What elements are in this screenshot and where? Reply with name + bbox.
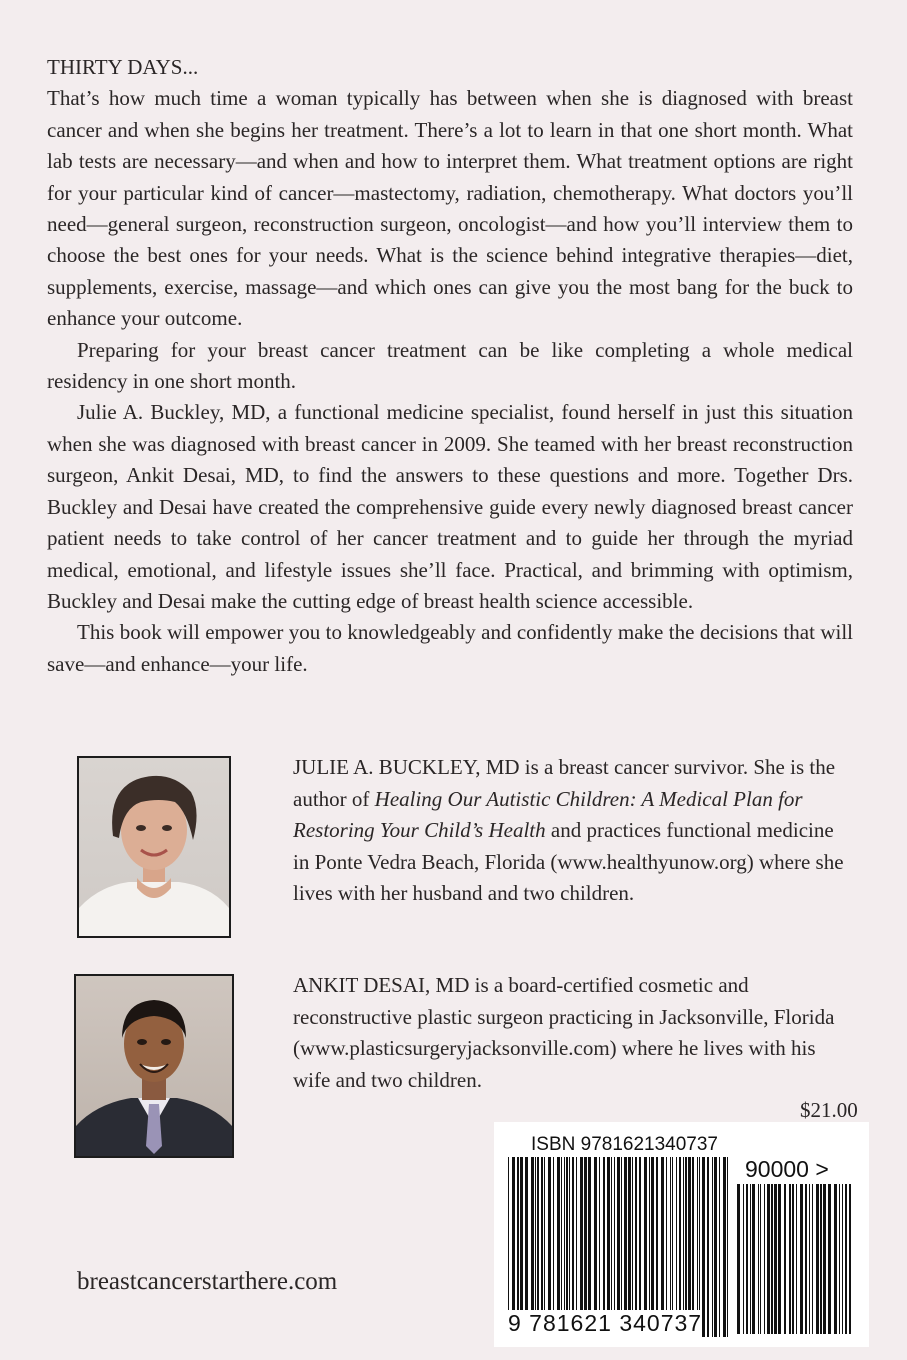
author-photo-buckley [77, 756, 231, 938]
bio-buckley-start: JULIE A. BUCKLEY, MD is a breast cancer survivor. She is the author of [293, 755, 836, 811]
website-url: breastcancerstarthere.com [77, 1268, 338, 1295]
barcode-bar [828, 1184, 831, 1334]
barcode-bars-addon [737, 1184, 852, 1334]
barcode-bar [792, 1184, 794, 1334]
barcode-bar [752, 1184, 755, 1334]
barcode-bar [771, 1184, 773, 1334]
barcode-digits: 9 781621 340737 [508, 1310, 703, 1336]
barcode-bar [823, 1184, 826, 1334]
blurb-paragraph-1: That’s how much time a woman typically has between when she is diagnosed with breast cancer and when she begins her treatment. There’s a lot to learn in that one short month. What lab tests are necessary—and when and how to interpret them. What treatment options are right for your particular kind of cancer—mastectomy, radiation, chemotherapy. What doctors you’ll need—general surgeon, reconstruction surgeon, oncologist—and how you’ll interview them to choose the best ones for your needs. What is the science behind integrative therapies—diet, supplements, exercise, massage—and which ones can give you the most bang for the buck to enhance your outcome. [47, 86, 853, 331]
barcode-bar [820, 1184, 822, 1334]
bio-buckley-end: and practices functional medicine in Ponte Vedra Beach, Florida (www.healthyunow.org) where she lives with her husband and two children. [293, 818, 844, 905]
barcode-bar [796, 1184, 797, 1334]
barcode-bar [719, 1157, 720, 1337]
barcode-bar [712, 1157, 713, 1337]
barcode-bar [849, 1184, 851, 1334]
barcode-addon-label: 90000 > [745, 1156, 829, 1182]
author-bio-desai: ANKIT DESAI, MD is a board-certified cosmetic and reconstructive plastic surgeon practicing in Jacksonville, Florida (www.plasticsurgeryjacksonville.com) where he lives with his wife and two children. [293, 973, 835, 1092]
barcode-bar [789, 1184, 791, 1334]
blurb-paragraph-4: This book will empower you to knowledgeably and confidently make the decisions that will save—and enhance—your life. [47, 620, 853, 676]
barcode-bar [809, 1184, 810, 1334]
author-photo-desai [74, 974, 234, 1158]
barcode-bar [737, 1184, 740, 1334]
barcode-bar [778, 1184, 781, 1334]
isbn-label: ISBN 9781621340737 [531, 1134, 718, 1155]
author-bio-buckley [293, 752, 853, 910]
barcode-bar [839, 1184, 840, 1334]
barcode-bar [842, 1184, 843, 1334]
barcode-bar [800, 1184, 803, 1334]
book-title-healing-autistic-children: Healing Our Autistic Children: A Medical Plan for Restoring Your Child’s Health [293, 786, 803, 842]
barcode-bar [767, 1184, 770, 1334]
isbn-barcode [494, 1122, 869, 1347]
barcode-bar [714, 1157, 717, 1337]
barcode-bar [805, 1184, 807, 1334]
barcode-bar [707, 1157, 709, 1337]
blurb-paragraph-3: Julie A. Buckley, MD, a functional medicine specialist, found herself in just this situation when she was diagnosed with breast cancer in 2009. She teamed with her breast reconstruction surgeon, Ankit Desai, MD, to find the answers to these questions and more. Together Drs. Buckley and Desai have created the comprehensive guide every newly diagnosed breast cancer patient needs to take control of her cancer treatment and to guide her through the myriad medical, emotional, and lifestyle issues she’ll face. Practical, and brimming with optimism, Buckley and Desai make the cutting edge of breast health science accessible. [47, 400, 853, 613]
barcode-bar [784, 1184, 786, 1334]
back-cover-blurb [47, 52, 853, 680]
barcode-bar [758, 1184, 759, 1334]
barcode-bar [812, 1184, 813, 1334]
price-label: $21.00 [800, 1098, 858, 1122]
barcode-bar [760, 1184, 761, 1334]
barcode-bar [845, 1184, 847, 1334]
barcode-bar [834, 1184, 837, 1334]
barcode-bar [764, 1184, 765, 1334]
blurb-paragraph-2: Preparing for your breast cancer treatment can be like completing a whole medical residency in one short month. [47, 337, 853, 394]
barcode-bar [743, 1184, 744, 1334]
barcode-bar [723, 1157, 726, 1337]
barcode-bar [702, 1157, 705, 1337]
barcode-bar [746, 1184, 748, 1334]
barcode-bar [750, 1184, 751, 1334]
barcode-bar [816, 1184, 819, 1334]
barcode-bar [774, 1184, 777, 1334]
blurb-heading: THIRTY DAYS... [47, 55, 199, 79]
barcode-bar [727, 1157, 728, 1337]
